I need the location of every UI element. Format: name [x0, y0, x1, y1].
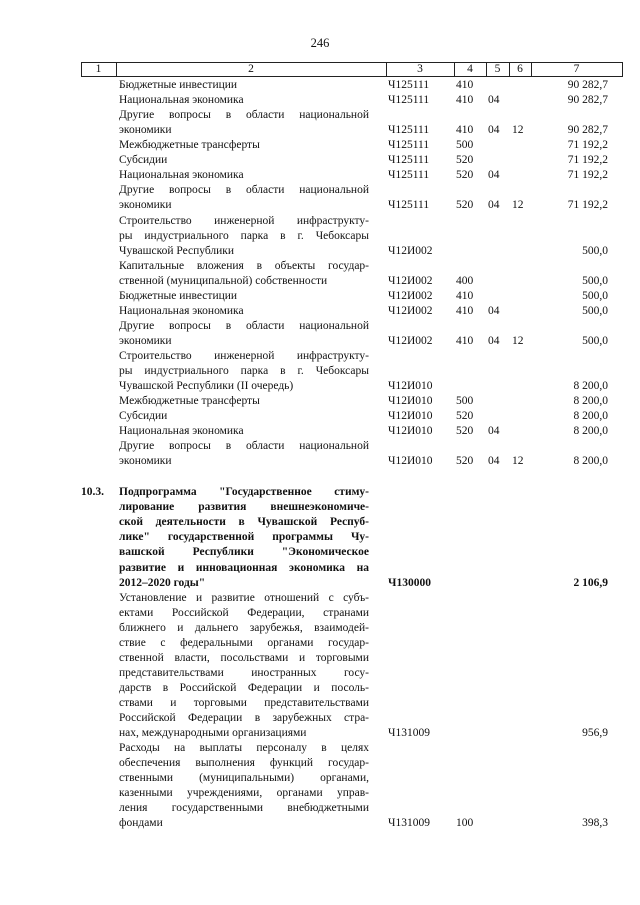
- row-name-line: представительствами иностранных госу-: [119, 666, 369, 679]
- row-col4: 100: [456, 817, 474, 830]
- row-col4: 520: [456, 455, 474, 468]
- row-amount: 8 200,0: [573, 410, 608, 423]
- row-name-line: ственными (муниципальными) органами,: [119, 772, 369, 785]
- row-name-line: ления государственными внебюджетными: [119, 802, 369, 815]
- row-name-line: Бюджетные инвестиции: [119, 79, 238, 91]
- page-number: 246: [310, 36, 330, 50]
- row-name-line: дарств в Российской Федерации и посоль-: [119, 681, 369, 694]
- row-col4: 520: [456, 410, 474, 423]
- row-col4: 520: [456, 425, 474, 438]
- row-code: Ч131009: [388, 727, 430, 740]
- row-name-line: Субсидии: [119, 410, 168, 423]
- row-name: [119, 349, 369, 394]
- row-name-line: ближнего и дальнего зарубежья, взаимодей-: [119, 621, 369, 634]
- row-code: Ч12И002: [388, 304, 433, 317]
- header-col-7: 7: [573, 63, 580, 75]
- row-col4: 410: [456, 124, 474, 137]
- row-col4: 520: [456, 154, 474, 167]
- row-col4: 410: [456, 79, 474, 91]
- row-name-line: ры индустриального парка в г. Чебоксары: [119, 364, 369, 377]
- row-name-line: Другие вопросы в области национальной: [119, 184, 369, 197]
- row-col4: 520: [456, 199, 474, 212]
- row-name-line: Строительство инженерной инфраструкту-: [119, 349, 369, 362]
- row-name: [119, 319, 369, 349]
- row-amount: 8 200,0: [573, 379, 608, 392]
- row-code: Ч125111: [388, 94, 430, 106]
- row-col6: 12: [512, 334, 524, 347]
- row-amount: 500,0: [582, 289, 608, 302]
- row-name-line: Национальная экономика: [119, 304, 244, 317]
- row-col4: 410: [456, 304, 474, 317]
- row-code: Ч130000: [388, 576, 431, 589]
- row-col4: 520: [456, 169, 474, 182]
- row-amount: 71 192,2: [567, 139, 608, 152]
- row-name: [119, 108, 369, 138]
- row-name-line: экономики: [119, 124, 172, 137]
- row-name-line: экономики: [119, 199, 172, 212]
- row-name-line: Бюджетные инвестиции: [119, 289, 238, 302]
- row-code: Ч12И010: [388, 425, 433, 438]
- row-name-line: лике" государственной программы Чу-: [119, 531, 369, 544]
- row-name-line: нах, международными организациями: [119, 727, 307, 740]
- row-name-line: 2012–2020 годы": [119, 576, 206, 589]
- row-name-line: Расходы на выплаты персоналу в целях: [119, 742, 369, 755]
- row-col5: 04: [488, 124, 500, 137]
- row-col5: 04: [488, 334, 500, 347]
- row-name-line: Национальная экономика: [119, 94, 244, 106]
- row-code: Ч12И010: [388, 410, 433, 423]
- row-name: [119, 394, 369, 409]
- header-col-6: 6: [517, 63, 523, 75]
- row-amount: 956,9: [582, 727, 608, 740]
- row-name-line: ствами и торговыми представительствами: [119, 697, 369, 710]
- row-name-line: экономики: [119, 455, 172, 468]
- header-col-5: 5: [494, 63, 501, 75]
- row-code: Ч125111: [388, 139, 430, 152]
- row-name: [119, 153, 369, 168]
- row-name-line: Межбюджетные трансферты: [119, 139, 260, 152]
- row-code: Ч12И010: [388, 379, 433, 392]
- row-name: [119, 485, 369, 590]
- row-name: [119, 93, 369, 108]
- row-col4: 400: [456, 274, 474, 287]
- row-name-line: ствие с федеральными органами государ-: [119, 636, 369, 649]
- row-name: [119, 591, 369, 741]
- row-name: [119, 304, 369, 319]
- row-col4: 410: [456, 94, 474, 106]
- row-amount: 8 200,0: [573, 455, 608, 468]
- row-code: Ч12И002: [388, 289, 433, 302]
- row-col4: 500: [456, 395, 474, 408]
- row-name: [119, 214, 369, 259]
- row-name-line: Строительство инженерной инфраструкту-: [119, 214, 369, 227]
- table-header: [81, 62, 623, 76]
- row-code: Ч125111: [388, 79, 430, 91]
- row-name-line: Чувашской Республики (II очередь): [119, 379, 294, 392]
- header-bottom-rule: [81, 76, 623, 77]
- row-col6: 12: [512, 455, 524, 468]
- row-name-line: Российской Федерации в зарубежных стра-: [119, 712, 369, 725]
- row-amount: 71 192,2: [567, 199, 608, 212]
- header-col-4: 4: [467, 63, 473, 75]
- row-col5: 04: [488, 94, 500, 106]
- row-amount: 90 282,7: [567, 94, 608, 106]
- col-divider: [622, 62, 623, 76]
- row-name: [119, 259, 369, 289]
- row-col5: 04: [488, 169, 500, 182]
- row-amount: 71 192,2: [567, 169, 608, 182]
- row-name-line: ры индустриального парка в г. Чебоксары: [119, 229, 369, 242]
- row-name-line: казенными учреждениями, органами управ-: [119, 787, 369, 800]
- row-amount: 500,0: [582, 274, 608, 287]
- row-amount: 8 200,0: [573, 425, 608, 438]
- row-name-line: Субсидии: [119, 154, 168, 167]
- row-code: Ч125111: [388, 169, 430, 182]
- row-name-line: лирование развития внешнеэкономиче-: [119, 501, 369, 514]
- row-name-line: Чувашской Республики: [119, 244, 235, 257]
- row-col6: 12: [512, 199, 524, 212]
- row-code: Ч12И002: [388, 244, 433, 257]
- row-amount: 500,0: [582, 304, 608, 317]
- row-name: [119, 409, 369, 424]
- row-code: Ч12И002: [388, 334, 433, 347]
- header-col-3: 3: [417, 63, 423, 75]
- header-col-2: 2: [248, 63, 254, 75]
- row-name-line: Национальная экономика: [119, 169, 244, 182]
- row-col5: 04: [488, 199, 500, 212]
- row-code: Ч131009: [388, 817, 430, 830]
- row-name-line: экономики: [119, 334, 172, 347]
- row-name-line: фондами: [119, 817, 163, 830]
- row-name-line: Межбюджетные трансферты: [119, 395, 260, 408]
- row-name-line: ственной (муниципальной) собственности: [119, 274, 328, 287]
- row-name-line: ектами Российской Федерации, странами: [119, 606, 369, 619]
- row-col6: 12: [512, 124, 524, 137]
- row-name: [119, 78, 369, 93]
- row-code: Ч12И010: [388, 395, 433, 408]
- row-col5: 04: [488, 425, 500, 438]
- row-name-line: Другие вопросы в области национальной: [119, 319, 369, 332]
- row-amount: 398,3: [582, 817, 608, 830]
- row-name: [119, 741, 369, 831]
- row-amount: 90 282,7: [567, 79, 608, 91]
- row-name-line: вашской Республики "Экономическое: [119, 546, 369, 559]
- row-amount: 8 200,0: [573, 395, 608, 408]
- row-code: Ч125111: [388, 154, 430, 167]
- row-name-line: Установление и развитие отношений с субъ-: [119, 591, 369, 604]
- row-amount: 90 282,7: [567, 124, 608, 137]
- row-name-line: обеспечения выполнения функций государ-: [119, 757, 369, 770]
- row-amount: 500,0: [582, 244, 608, 257]
- row-name: [119, 289, 369, 304]
- row-name-line: Подпрограмма "Государственное стиму-: [119, 486, 369, 499]
- row-name-line: Национальная экономика: [119, 425, 244, 438]
- row-name-line: Другие вопросы в области национальной: [119, 109, 369, 122]
- header-col-1: 1: [95, 63, 102, 75]
- row-col5: 04: [488, 455, 500, 468]
- row-code: Ч12И010: [388, 455, 433, 468]
- row-name: [119, 439, 369, 469]
- row-name-line: ской деятельности в Чувашской Респуб-: [119, 516, 369, 529]
- row-name-line: Другие вопросы в области национальной: [119, 440, 369, 453]
- row-name: [119, 424, 369, 439]
- row-code: Ч12И002: [388, 274, 433, 287]
- row-number: 10.3.: [81, 486, 104, 499]
- row-col4: 500: [456, 139, 474, 152]
- row-col5: 04: [488, 304, 500, 317]
- row-name: [119, 183, 369, 213]
- row-name: [119, 168, 369, 183]
- row-amount: 71 192,2: [567, 154, 608, 167]
- row-amount: 2 106,9: [573, 576, 608, 589]
- row-name-line: Капитальные вложения в объекты государ-: [119, 259, 369, 272]
- row-code: Ч125111: [388, 124, 430, 137]
- row-col4: 410: [456, 289, 474, 302]
- row-col4: 410: [456, 334, 474, 347]
- row-name: [119, 138, 369, 153]
- row-name-line: ственной власти, посольствами и торговыми: [119, 651, 369, 664]
- row-code: Ч125111: [388, 199, 430, 212]
- row-name-line: развитие и инновационная экономика на: [119, 561, 369, 574]
- row-amount: 500,0: [582, 334, 608, 347]
